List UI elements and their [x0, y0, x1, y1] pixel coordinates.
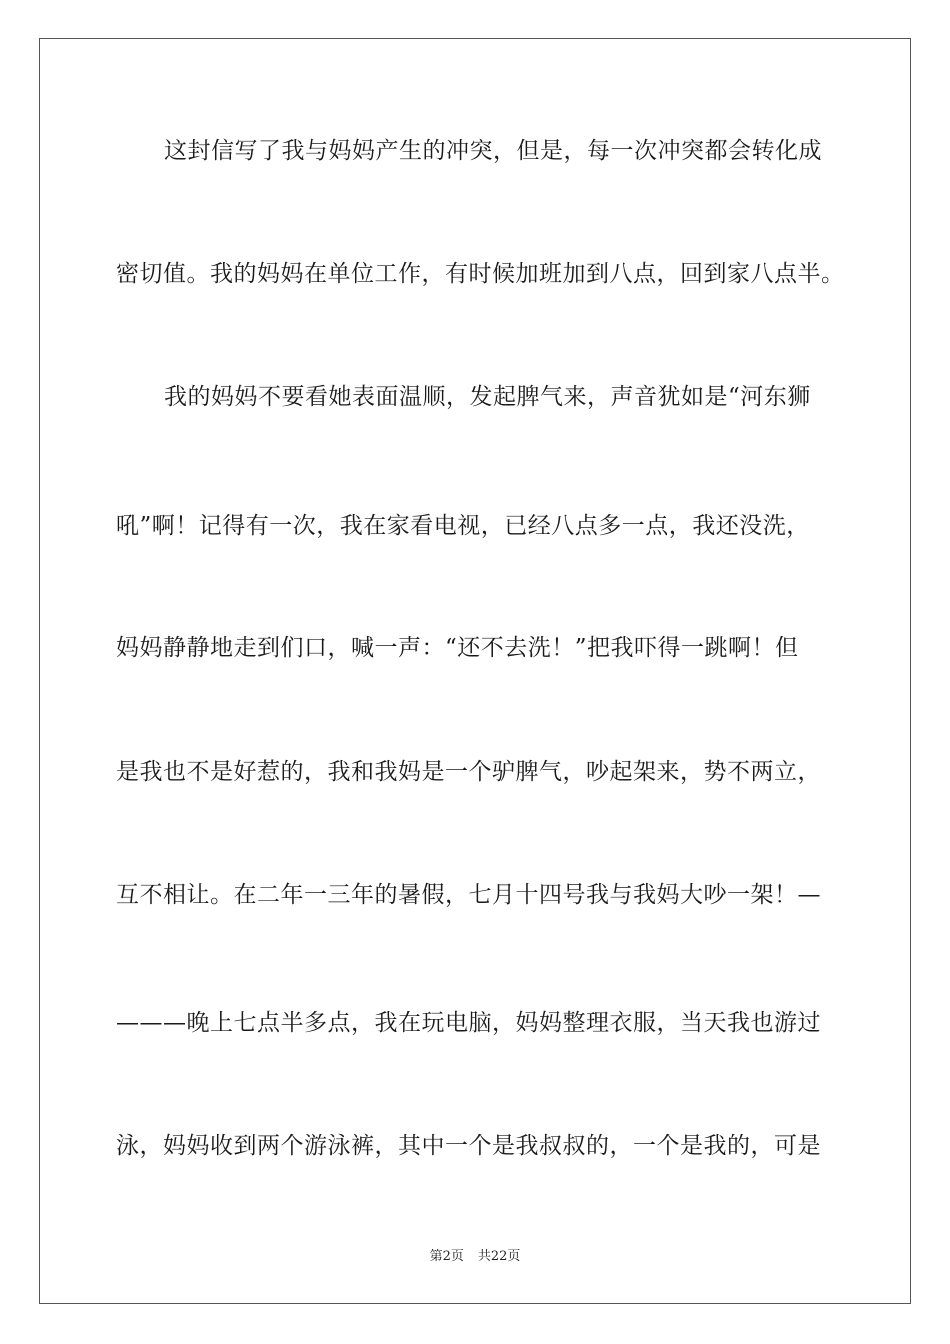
- page-footer: [0, 1248, 950, 1266]
- paragraph-line-2: 密切值。我的妈妈在单位工作，有时候加班加到八点，回到家八点半。: [116, 261, 845, 287]
- total-page-count: 共22页: [477, 1249, 521, 1264]
- paragraph-line-5: 妈妈静静地走到们口，喊一声：“还不去洗！”把我吓得一跳啊！但: [116, 635, 799, 661]
- paragraph-line-6: 是我也不是好惹的，我和我妈是一个驴脾气，吵起架来，势不两立，: [116, 759, 821, 785]
- paragraph-line-4: 吼”啊！记得有一次，我在家看电视，已经八点多一点，我还没洗，: [116, 513, 810, 539]
- page-border: [39, 38, 911, 1304]
- current-page-number: 第2页: [429, 1249, 464, 1264]
- paragraph-line-9: 泳，妈妈收到两个游泳裤，其中一个是我叔叔的，一个是我的，可是: [116, 1133, 821, 1159]
- paragraph-line-3: 我的妈妈不要看她表面温顺，发起脾气来，声音犹如是“河东狮: [164, 384, 811, 410]
- paragraph-line-7: 互不相让。在二年一三年的暑假，七月十四号我与我妈大吵一架！—: [116, 882, 821, 908]
- paragraph-line-8: ———晚上七点半多点，我在玩电脑，妈妈整理衣服，当天我也游过: [116, 1010, 821, 1036]
- paragraph-line-1: 这封信写了我与妈妈产生的冲突，但是，每一次冲突都会转化成: [164, 138, 822, 164]
